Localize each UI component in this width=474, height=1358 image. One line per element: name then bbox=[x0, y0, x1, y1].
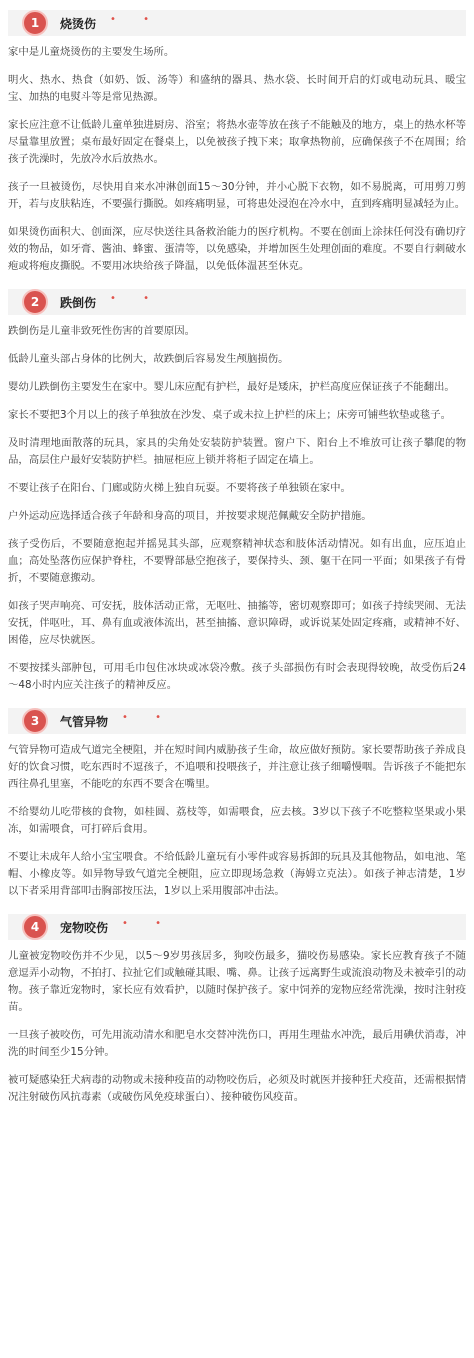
paragraph: 孩子一旦被烫伤，尽快用自来水冲淋创面15～30分钟，并小心脱下衣物，如不易脱离，可用剪刀剪开，若与皮肤粘连，不要强行撕脱。如疼痛明显，可将患处浸泡在冷水中，直到疼痛明显减轻为止。 bbox=[8, 181, 466, 210]
section-airway-foreign-body bbox=[8, 708, 466, 900]
section-header bbox=[8, 10, 466, 36]
paragraph: 婴幼儿跌倒伤主要发生在家中。婴儿床应配有护栏，最好是矮床，护栏高度应保证孩子不能翻出。 bbox=[8, 381, 455, 393]
paragraph: 低龄儿童头部占身体的比例大，故跌倒后容易发生颅脑损伤。 bbox=[8, 353, 289, 365]
paragraph: 家长不要把3个月以上的孩子单独放在沙发、桌子或未拉上护栏的床上；床旁可铺些软垫或毯子。 bbox=[8, 409, 452, 421]
decorative-dots-icon: • • bbox=[122, 711, 173, 723]
paragraph: 跌倒伤是儿童非致死性伤害的首要原因。 bbox=[8, 325, 196, 337]
paragraph: 不给婴幼儿吃带核的食物，如桂圆、荔枝等，如需喂食，应去核。3岁以下孩子不吃整粒坚果或小果冻，如需喂食，可打碎后食用。 bbox=[8, 806, 466, 835]
section-number-badge: 1 bbox=[22, 10, 48, 36]
paragraph: 气管异物可造成气道完全梗阻，并在短时间内威胁孩子生命，故应做好预防。家长要帮助孩子养成良好的饮食习惯，吃东西时不逗孩子，不追喂和投喂孩子，并注意让孩子细嚼慢咽。告诉孩子不能把东西往鼻孔里塞，不能吃的东西不要含在嘴里。 bbox=[8, 744, 466, 790]
section-falls bbox=[8, 289, 466, 694]
section-pet-bites bbox=[8, 914, 466, 1106]
paragraph: 如孩子哭声响亮、可安抚，肢体活动正常，无呕吐、抽搐等，密切观察即可；如孩子持续哭闹、无法安抚，伴呕吐，耳、鼻有血或液体流出，甚至抽搐、意识障碍，或诉说某处固定疼痛，或精神不好、困倦，应尽快就医。 bbox=[8, 600, 466, 646]
section-number-badge: 3 bbox=[22, 708, 48, 734]
paragraph: 家长应注意不让低龄儿童单独进厨房、浴室；将热水壶等放在孩子不能触及的地方，桌上的热水杯等尽量靠里放置；桌布最好固定在餐桌上，以免被孩子拽下来；取拿热物前，应确保孩子不在周围；给孩子洗澡时，先放冷水后放热水。 bbox=[8, 119, 466, 165]
section-number-badge: 4 bbox=[22, 914, 48, 940]
paragraph: 被可疑感染狂犬病毒的动物或未接种疫苗的动物咬伤后，必须及时就医并接种狂犬疫苗，还需根据情况注射破伤风抗毒素（或破伤风免疫球蛋白）、接种破伤风疫苗。 bbox=[8, 1074, 466, 1103]
section-burns bbox=[8, 10, 466, 275]
paragraph: 不要按揉头部肿包，可用毛巾包住冰块或冰袋冷敷。孩子头部损伤有时会表现得较晚，故受伤后24～48小时内应关注孩子的精神反应。 bbox=[8, 662, 466, 691]
paragraph: 孩子受伤后，不要随意抱起并摇晃其头部，应观察精神状态和肢体活动情况。如有出血，应压迫止血；高处坠落伤应保护脊柱，不要臀部悬空抱孩子，要保持头、颈、躯干在同一平面；如果孩子有骨折，不要随意搬动。 bbox=[8, 538, 466, 584]
section-header bbox=[8, 914, 466, 940]
section-number-badge: 2 bbox=[22, 289, 48, 315]
paragraph: 户外运动应选择适合孩子年龄和身高的项目，并按要求规范佩戴安全防护措施。 bbox=[8, 510, 372, 522]
paragraph: 儿童被宠物咬伤并不少见，以5～9岁男孩居多，狗咬伤最多，猫咬伤易感染。家长应教育孩子不随意逗弄小动物，不拍打、拉扯它们或触碰其眼、嘴、鼻。让孩子远离野生或流浪动物及未被牵引的动物。孩子靠近宠物时，家长应有效看护，以随时保护孩子。家中饲养的宠物应经常洗澡，按时注射疫苗。 bbox=[8, 950, 466, 1013]
section-title: 跌倒伤 bbox=[60, 295, 97, 310]
decorative-dots-icon: • • bbox=[110, 13, 161, 25]
paragraph: 不要让未成年人给小宝宝喂食。不给低龄儿童玩有小零件或容易拆卸的玩具及其他物品，如电池、笔帽、小橡皮等。如异物导致气道完全梗阻，应立即现场急救（海姆立克法）。如孩子神志清楚，1岁以下者采用背部叩击胸部按压法，1岁以上采用腹部冲击法。 bbox=[8, 851, 466, 897]
decorative-dots-icon: • • bbox=[122, 917, 173, 929]
paragraph: 家中是儿童烧烫伤的主要发生场所。 bbox=[8, 46, 175, 58]
paragraph: 及时清理地面散落的玩具，家具的尖角处安装防护装置。窗户下、阳台上不堆放可让孩子攀爬的物品，高层住户最好安装防护栏。抽屉柜应上锁并将柜子固定在墙上。 bbox=[8, 437, 466, 466]
paragraph: 一旦孩子被咬伤，可先用流动清水和肥皂水交替冲洗伤口，再用生理盐水冲洗，最后用碘伏消毒，冲洗的时间至少15分钟。 bbox=[8, 1029, 466, 1058]
section-title: 气管异物 bbox=[60, 714, 109, 729]
section-title: 烧烫伤 bbox=[60, 16, 97, 31]
paragraph: 不要让孩子在阳台、门廊或防火梯上独自玩耍。不要将孩子单独锁在家中。 bbox=[8, 482, 351, 494]
paragraph: 如果烫伤面积大、创面深，应尽快送往具备救治能力的医疗机构。不要在创面上涂抹任何没有确切疗效的物品，如牙膏、酱油、蜂蜜、蛋清等，以免感染，并增加医生处理创面的难度。不要自行刺破水疱或将疱皮撕脱。不要用冰块给孩子降温，以免低体温甚至休克。 bbox=[8, 226, 466, 272]
section-title: 宠物咬伤 bbox=[60, 920, 109, 935]
section-header bbox=[8, 289, 466, 315]
section-header bbox=[8, 708, 466, 734]
decorative-dots-icon: • • bbox=[110, 292, 161, 304]
paragraph: 明火、热水、热食（如奶、饭、汤等）和盛纳的器具、热水袋、长时间开启的灯或电动玩具、暖宝宝、加热的电熨斗等是常见热源。 bbox=[8, 74, 466, 103]
